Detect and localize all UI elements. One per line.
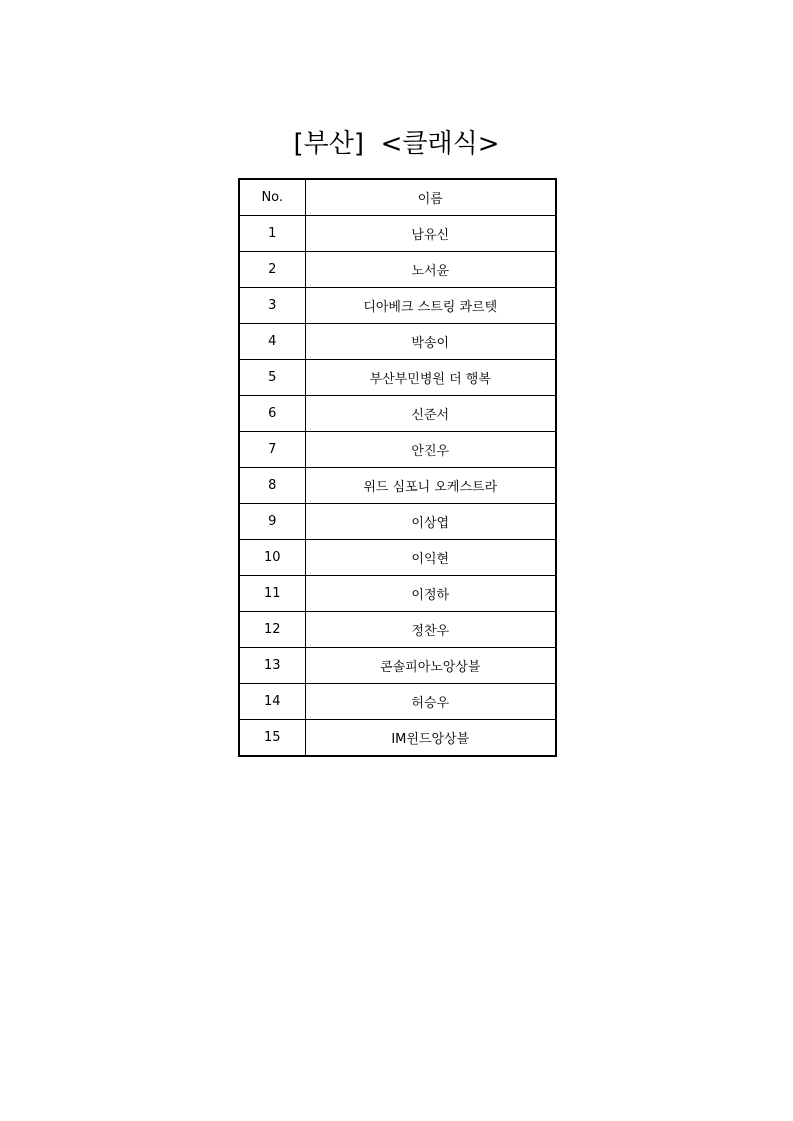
- table-row: [239, 540, 556, 576]
- row-name: 이정하: [305, 576, 556, 612]
- row-number: 2: [239, 252, 305, 288]
- row-name: IM윈드앙상블: [305, 720, 556, 757]
- row-name: 부산부민병원 더 행복: [305, 360, 556, 396]
- row-number: 10: [239, 540, 305, 576]
- row-number: 8: [239, 468, 305, 504]
- row-name: 디아베크 스트링 콰르텟: [305, 288, 556, 324]
- roster-table: [238, 178, 557, 757]
- row-number: 3: [239, 288, 305, 324]
- row-number: 9: [239, 504, 305, 540]
- table-header-row: [239, 179, 556, 216]
- table-row: [239, 504, 556, 540]
- row-name: 위드 심포니 오케스트라: [305, 468, 556, 504]
- column-header-name: 이름: [305, 179, 556, 216]
- table-row: [239, 684, 556, 720]
- row-name: 안진우: [305, 432, 556, 468]
- table-row: [239, 324, 556, 360]
- row-number: 7: [239, 432, 305, 468]
- row-name: 정찬우: [305, 612, 556, 648]
- table-row: [239, 576, 556, 612]
- row-number: 12: [239, 612, 305, 648]
- table-row: [239, 360, 556, 396]
- row-name: 이상엽: [305, 504, 556, 540]
- row-number: 6: [239, 396, 305, 432]
- row-number: 1: [239, 216, 305, 252]
- table-row: [239, 288, 556, 324]
- page-title: [부산] <클래식>: [293, 129, 500, 159]
- row-name: 허승우: [305, 684, 556, 720]
- column-header-no: No.: [239, 179, 305, 216]
- row-number: 15: [239, 720, 305, 757]
- table-row: [239, 432, 556, 468]
- table-row: [239, 612, 556, 648]
- row-name: 박송이: [305, 324, 556, 360]
- row-number: 11: [239, 576, 305, 612]
- row-number: 13: [239, 648, 305, 684]
- row-name: 노서윤: [305, 252, 556, 288]
- table-row: [239, 468, 556, 504]
- row-number: 14: [239, 684, 305, 720]
- row-name: 남유신: [305, 216, 556, 252]
- table-row: [239, 216, 556, 252]
- table-row: [239, 648, 556, 684]
- table-row: [239, 252, 556, 288]
- row-name: 이익현: [305, 540, 556, 576]
- table-row: [239, 396, 556, 432]
- row-number: 4: [239, 324, 305, 360]
- row-number: 5: [239, 360, 305, 396]
- row-name: 신준서: [305, 396, 556, 432]
- table-row: [239, 720, 556, 757]
- row-name: 콘솔피아노앙상블: [305, 648, 556, 684]
